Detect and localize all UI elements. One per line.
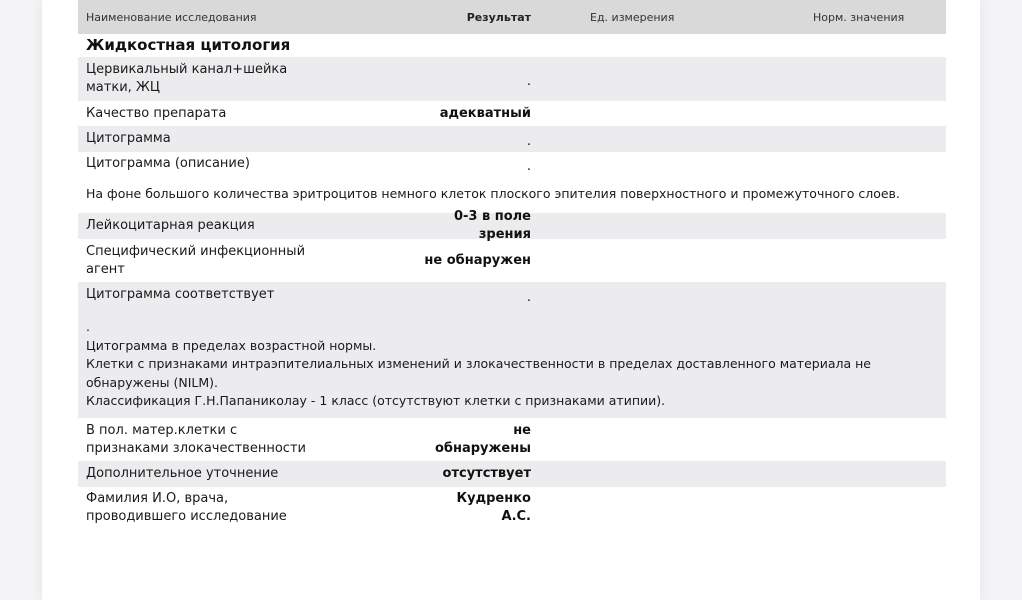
row-result: отсутствует: [442, 466, 531, 481]
row-result: не обнаружены: [434, 422, 531, 456]
row-name: Дополнительное уточнение: [86, 466, 279, 481]
row-result: .: [526, 134, 531, 149]
row-name: Цитограмма соответствует: [86, 287, 275, 302]
row-result: не обнаружен: [424, 252, 531, 268]
row-result: 0-3 в поле зрения: [453, 209, 531, 242]
row-result: адекватный: [439, 105, 531, 121]
row-name: Специфический инфекционный агент: [86, 243, 306, 277]
conclusion-block: [78, 282, 946, 418]
note-line: .: [86, 319, 90, 334]
report-page: [42, 0, 980, 600]
row-name: Качество препарата: [86, 105, 227, 121]
table-row: [78, 209, 946, 242]
table-row: [78, 239, 946, 282]
table-header: [78, 0, 946, 34]
conclusion-note: [78, 308, 946, 411]
note-line: Классификация Г.Н.Папаниколау - 1 класс (отсутствуют клетки с признаками атипии).: [86, 393, 666, 408]
row-name: Цервикальный канал+шейка матки, ЖЦ: [86, 62, 288, 95]
note-line: Клетки с признаками интраэпителиальных изменений и злокачественности в пределах доставленного материала не обнаружены (NILM).: [86, 356, 871, 390]
row-name: Лейкоцитарная реакция: [86, 218, 255, 233]
table-row: [78, 101, 946, 126]
table-row: [78, 282, 946, 308]
header-name: Наименование исследования: [86, 10, 257, 24]
row-name: В пол. матер.клетки с признаками злокачественности: [86, 422, 306, 456]
section-title: Жидкостная цитология: [86, 36, 291, 54]
results-table: [78, 0, 946, 529]
header-norm: Норм. значения: [813, 10, 905, 24]
note-text: На фоне большого количества эритроцитов немного клеток плоского эпителия поверхностного и промежуточного слоев.: [86, 186, 900, 202]
note-line: Цитограмма в пределах возрастной нормы.: [86, 337, 377, 353]
table-row: [78, 152, 946, 176]
header-unit: Ед. измерения: [590, 10, 675, 24]
row-result: .: [526, 74, 531, 89]
row-name: Фамилия И.О, врача, проводившего исследование: [86, 491, 287, 524]
row-name: Цитограмма (описание): [86, 156, 250, 171]
row-name: Цитограмма: [86, 131, 171, 146]
row-result: Кудренко А.С.: [456, 491, 531, 524]
table-row: [78, 126, 946, 152]
table-row: [78, 57, 946, 101]
row-result: .: [526, 290, 531, 305]
row-result: .: [526, 159, 531, 174]
header-result: Результат: [466, 10, 531, 24]
table-row: [78, 487, 946, 529]
table-row: [78, 418, 946, 461]
table-row: [78, 461, 946, 487]
